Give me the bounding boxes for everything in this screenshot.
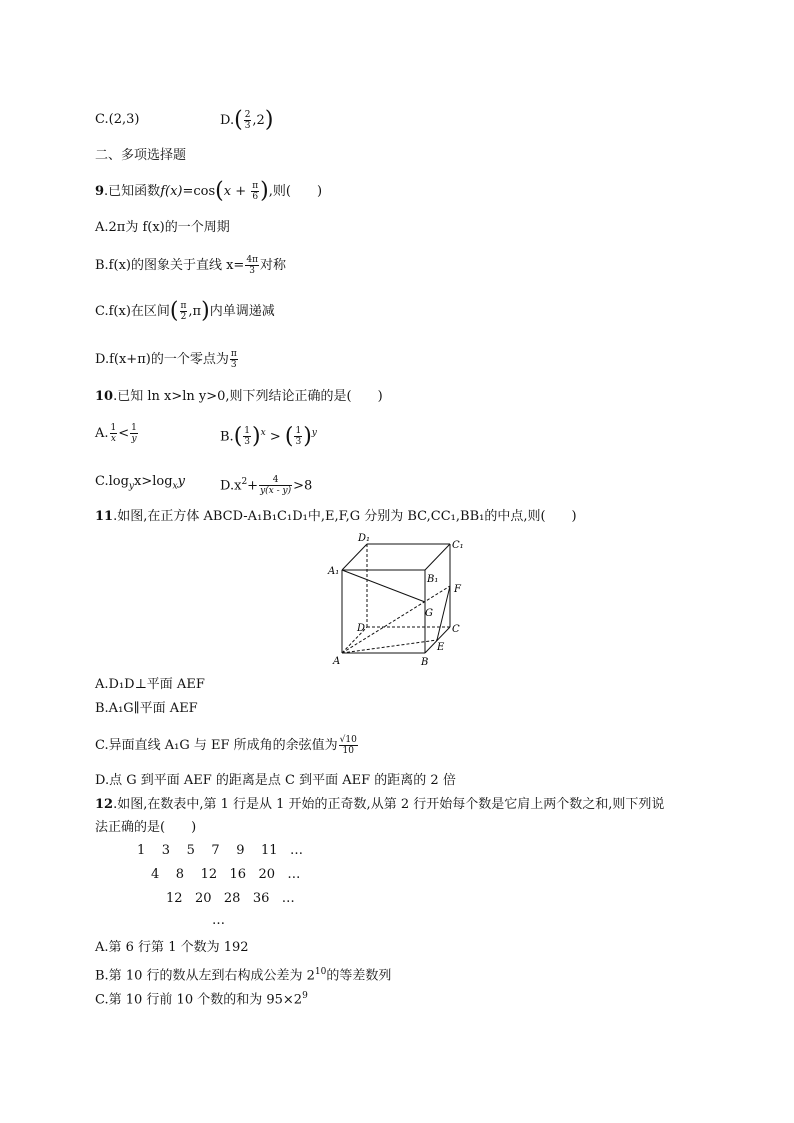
q10-stem: 10.已知 ln x>ln y>0,则下列结论正确的是( )	[95, 389, 383, 404]
label-c: C	[452, 624, 460, 635]
q9-stem: 9.已知函数f(x)=cos(x + $\frac{\pi}{6}$ ),则( )	[95, 178, 323, 204]
q11-stem: 11.如图,在正方体 ABCD-A₁B₁C₁D₁中,E,F,G 分别为 BC,CC₁,BB₁的中点,则( )	[95, 509, 577, 524]
q8-option-d: D.( $\frac{2}{3}$ ,2)	[220, 107, 274, 133]
q9-option-a: A.2π为 f(x)的一个周期	[95, 220, 230, 235]
q8-option-c: C.(2,3)	[95, 112, 140, 127]
label-b1: B₁	[427, 574, 439, 585]
label-a: A	[333, 656, 341, 667]
label-c1: C₁	[452, 540, 464, 551]
section-heading: 二、多项选择题	[95, 148, 187, 163]
q11-option-d: D.点 G 到平面 AEF 的距离是点 C 到平面 AEF 的距离的 2 倍	[95, 773, 456, 788]
number-table-row-3: 12 20 28 36 …	[166, 891, 295, 906]
q10-option-a: A. $\frac{1}{x}$ < $\frac{1}{y}$	[95, 423, 137, 444]
q9-option-c: C.f(x)在区间( $\frac{\pi}{2}$ ,π)内单调递减	[95, 298, 275, 324]
q12-option-c: C.第 10 行前 10 个数的和为 $95\times 2^9$	[95, 991, 308, 1008]
q11-option-c: C.异面直线 A₁G 与 EF 所成角的余弦值为 $\frac{√10}{10}$	[95, 735, 357, 756]
label-e: E	[437, 642, 445, 653]
number-table-row-4: …	[212, 913, 225, 928]
q10-option-d: $D.x^2+$ $\frac{4}{y(x - y)}$ >8	[220, 475, 313, 497]
q10-option-b: B.( $\frac{1}{3}$ )$^x$ > ( $\frac{1}{3}$ )$^y$	[220, 423, 317, 449]
q12-stem-line1: 12.如图,在数表中,第 1 行是从 1 开始的正奇数,从第 2 行开始每个数是它肩上两个数之和,则下列说	[95, 797, 665, 812]
q12-option-b: B.第 10 行的数从左到右构成公差为 $2^{10}$的等差数列	[95, 967, 392, 984]
q10-options-cd	[95, 472, 313, 497]
q11-option-b: B.A₁G∥平面 AEF	[95, 701, 198, 716]
label-d: D	[357, 623, 366, 634]
cube-figure	[325, 530, 475, 670]
number-table-row-1: 1 3 5 7 9 11 …	[137, 843, 303, 858]
label-b: B	[421, 657, 429, 668]
q10-option-c: $C.\log_yx>\log_xy$	[95, 474, 185, 492]
label-f: F	[454, 584, 461, 595]
label-a1: A₁	[328, 566, 340, 577]
label-d1: D₁	[358, 533, 371, 544]
q8-options	[95, 107, 274, 133]
number-table-row-2: 4 8 12 16 20 …	[151, 867, 301, 882]
q10-options-ab	[95, 423, 317, 449]
q12-option-a: A.第 6 行第 1 个数为 192	[95, 940, 249, 955]
q11-option-a: A.D₁D⊥平面 AEF	[95, 677, 205, 692]
label-g: G	[425, 608, 433, 619]
q9-option-d: D.f(x+π)的一个零点为 $\frac{\pi}{3}$	[95, 349, 237, 370]
q12-stem-line2: 法正确的是( )	[95, 820, 197, 835]
q9-option-b: B.f(x)的图象关于直线 x= $\frac{4\pi}{3}$ 对称	[95, 255, 287, 276]
